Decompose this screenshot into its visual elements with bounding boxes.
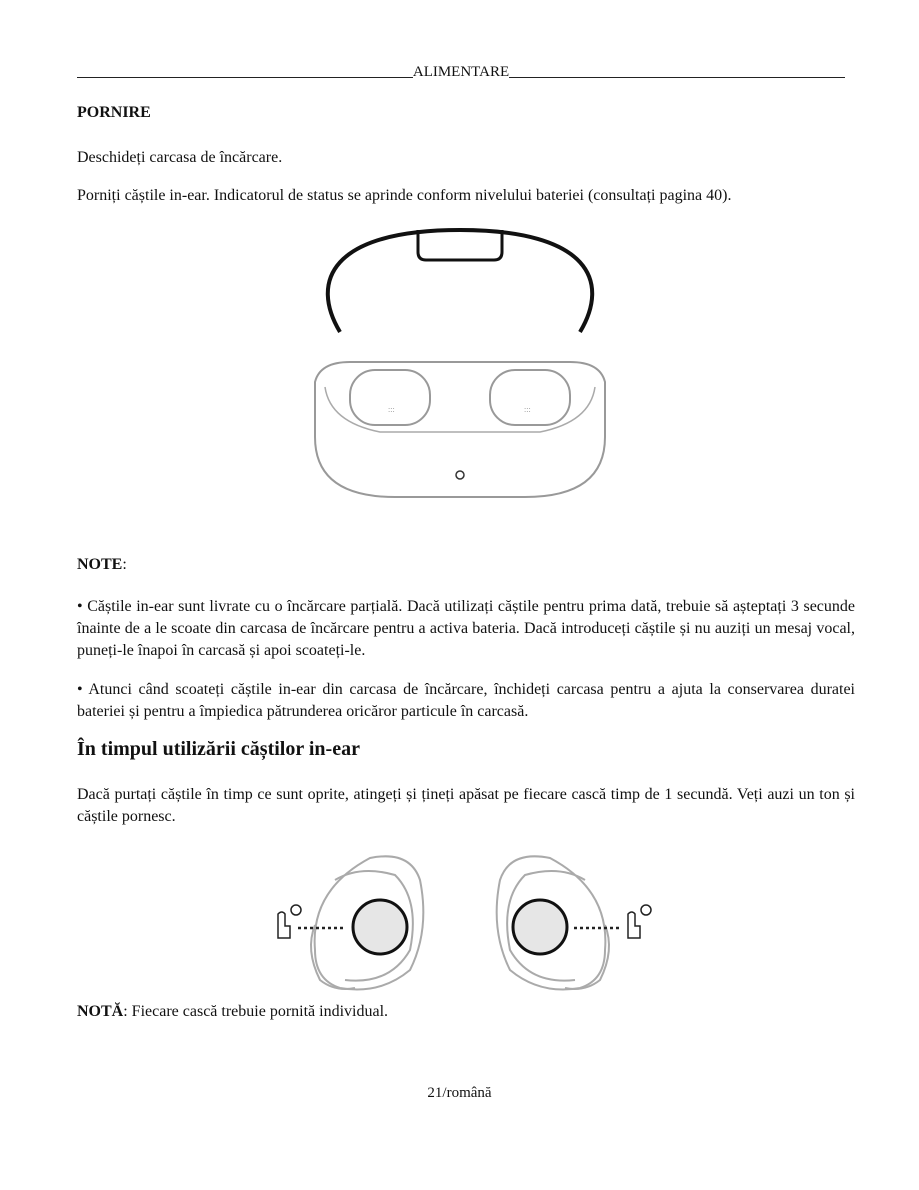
note-bullet-2: • Atunci când scoateți căștile in-ear din carcasa de încărcare, închideți carcasa pentru a ajuta la conservarea duratei bateriei și pentru a împiedica pătrunderea oricăror particule în carcasă.	[77, 681, 855, 720]
page-number: 21/română	[427, 1085, 492, 1101]
running-header	[77, 64, 845, 81]
svg-text::::: :::	[524, 405, 531, 414]
section-heading: În timpul utilizării căștilor in-ear	[77, 738, 360, 760]
step-open-case: Deschideți carcasa de încărcare.	[77, 149, 283, 166]
section-title: PORNIRE	[77, 104, 151, 121]
usage-text: Dacă purtați căștile în timp ce sunt oprite, atingeți și țineți apăsat pe fiecare cască timp de 1 secundă. Veți auzi un ton și căștile pornesc.	[77, 786, 855, 825]
earbuds-touch-illustration	[260, 850, 660, 995]
header-section: ALIMENTARE	[412, 64, 510, 80]
nota-text: : Fiecare cască trebuie pornită individual.	[123, 1003, 389, 1020]
nota	[77, 1001, 855, 1023]
touch-hold-icon	[278, 905, 651, 938]
note-label: NOTE:	[77, 556, 127, 573]
nota-label: NOTĂ	[77, 1003, 124, 1020]
step-power-on: Porniți căștile in-ear. Indicatorul de status se aprinde conform nivelului bateriei (consultați pagina 40).	[77, 187, 732, 204]
svg-text::::: :::	[388, 405, 395, 414]
charging-case-illustration	[300, 222, 620, 512]
note-bullet-1: • Căștile in-ear sunt livrate cu o încărcare parțială. Dacă utilizați căștile pentru prima dată, trebuie să așteptați 3 secunde înainte de a le scoate din carcasa de încărcare pentru a activa bateria. Dacă introduceți căștile și nu auziți un mesaj vocal, puneți-le înapoi în carcasă și apoi scoateți-le.	[77, 598, 855, 659]
